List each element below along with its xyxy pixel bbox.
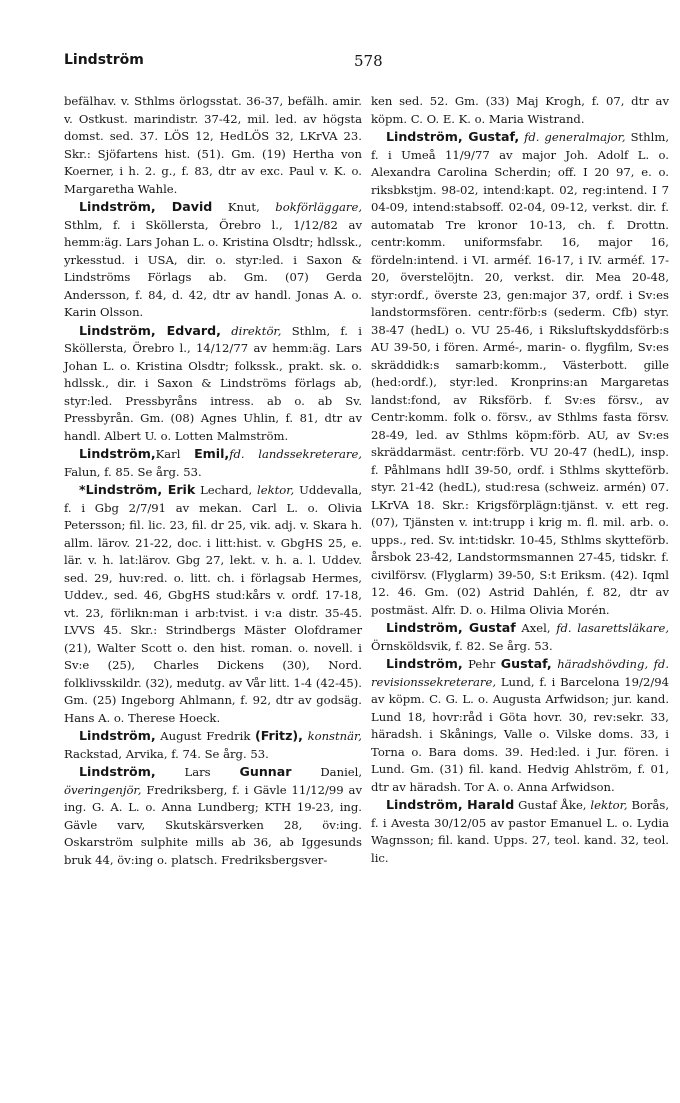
- entry-given-names: Knut,: [227, 200, 260, 214]
- entry-given-names: Gustaf Åke,: [518, 798, 587, 812]
- page-number: 578: [354, 52, 383, 70]
- entry-name: Lindström, Gustaf: [386, 620, 516, 635]
- entry: [64, 322, 362, 446]
- entry: [64, 727, 362, 763]
- entry-text: befälhav. v. Sthlms örlogsstat. 36-37, befälh. amir. v. Ostkust. marindistr. 37-42, mil. led. av högsta domst. sed. 37. LÖS 12, HedLÖS 32, LKrVA 23. Skr.: Sjöfartens hist. (51). Gm. (19) Hertha von Koerner, i h. 2. g., f. 83, dtr av exc. Paul v. K. o. Margaretha Wahle.: [64, 94, 362, 196]
- entry: [64, 445, 362, 481]
- entry-name: Lindström,: [79, 728, 156, 743]
- entry-name: Lindström, Harald: [386, 797, 515, 812]
- entry-text: ken sed. 52. Gm. (33) Maj Krogh, f. 07, dtr av köpm. C. O. E. K. o. Maria Wistrand.: [371, 94, 669, 126]
- running-head-name: Lindström: [64, 52, 144, 68]
- entry: [64, 481, 362, 727]
- entry-text: Sthlm, f. i Umeå 11/9/77 av major Joh. Adolf L. o. Alexandra Carolina Scherdin; off. I 20 97, e. o. riksbkstjm. 98-02, intend:kapt. 02, reg:intend. I 7 04-09, intend:stabsoff. 02-04, 09-12, verkst. dir. f. automatab Tre kronor 10-13, ch. f. Drottn. centr:komm. uniformsfabr. 16, major 16, fördeln:intend. i VI. arméf. 16-17, i IV. arméf. 17-20, överstelöjtn. 20, verkst. dir. Mea 20-48, styr:ordf., överste 23, gen:major 37, ordf. i Sv:es landstormsfören. centr:förb:s (sederm. Cfb) styr. 38-47 (hedL) o. VU 25-46, i Riksluftskyddsförb:s AU 39-50, i fören. Armé-, marin- o. flygfilm, Sv:es skräddidk:s samarb:komm., Västerbott. gille (hed:ordf.), styr:led. Kronprins:an Margaretas landst:fond, av Riksförb. f. Sv:es försv., av Centr:komm. folk o. försv., av Sthlms fasta försv. 28-49, led. av Sthlms köpm:förb. AU, av Sv:es skräddarmäst. centr:förb. VU 20-47 (hedL), insp. f. Påhlmans hdlI 39-50, ordf. i Sthlms skytteförb. styr. 21-42 (hedL), stud:resa (schweiz. armén) 07. LKrVA 18. Skr.: Krigsförplägn:tjänst. v. ett reg. (07), Tjänsten v. int:trupp i krig m. fl. mil. arb. o. upps., red. Sv. int:tidskr. 10-45, Sthlms skytteförb. årsbok 23-42, Landstormsmannen 27-45, tidskr. f. civilförsv. (Flyglarm) 39-50, S:t Eriksm. (42). Iqml 12. 46. Gm. (02) Astrid Dahlén, f. 82, dtr av postmäst. Alfr. D. o. Hilma Olivia Morén.: [371, 130, 670, 617]
- entry-text: Rackstad, Arvika, f. 74. Se årg. 53.: [64, 746, 269, 761]
- entry-text: Sthlm, f. i Sköllersta, Örebro l., 14/12/77 av hemm:äg. Lars Johan L. o. Kristina Olsdtr; folkssk., prakt. sk. o. hdlssk., dir. i Saxon & Lindströms förlags ab, styr:led. Pressbyråns intress. ab o. ab Sv. Pressbyrån. Gm. (08) Agnes Uhlin, f. 81, dtr av handl. Albert U. o. Lotten Malmström.: [64, 323, 362, 443]
- entry: [64, 198, 362, 322]
- entry-text: Fredriksberg, f. i Gävle 11/12/99 av ing. G. A. L. o. Anna Lundberg; KTH 19-23, ing. Gävle varv, Skutskärsverken 28, öv:ing. Oskarström sulphite mills ab 36, ab Iggesunds bruk 44, öv:ing o. platsch. Fredriksbergsver-: [64, 782, 362, 867]
- entry-name: Lindström,: [79, 446, 156, 461]
- entry-name-part: Gunnar: [239, 764, 292, 779]
- entry-name: Lindström, Gustaf,: [386, 129, 520, 144]
- left-column: [64, 93, 362, 869]
- entry-name-part: Emil,: [194, 446, 230, 461]
- entry-name: Lindström, Edvard,: [79, 322, 221, 338]
- entry-given-names: August Fredrik: [160, 729, 251, 743]
- entry: [371, 619, 669, 655]
- entry-given-names: Pehr: [468, 657, 496, 671]
- entry: [371, 796, 669, 867]
- entry-occupation: fd. generalmajor,: [524, 130, 626, 144]
- entry-name-part: (Fritz),: [254, 728, 303, 743]
- entry-given-names: Lars: [184, 765, 211, 779]
- entry: [371, 128, 669, 619]
- right-column: [371, 93, 669, 867]
- entry-occupation: konstnär,: [307, 729, 362, 743]
- entry-name: Lindström, David: [79, 199, 213, 214]
- entry-given-names: Daniel,: [320, 765, 363, 779]
- entry-name-part: Gustaf,: [500, 656, 552, 671]
- entry-given-names: Karl: [155, 447, 181, 461]
- entry-occupation: lektor,: [257, 483, 295, 497]
- entry-occupation: fd. landssekreterare,: [229, 447, 362, 461]
- entry-occupation: bokförläggare,: [275, 200, 363, 214]
- entry-name: Lindström,: [79, 764, 156, 779]
- entry-name: Lindström,: [386, 656, 463, 671]
- entry-name: *Lindström, Erik: [79, 482, 196, 497]
- entry-text: Borås, f. i Avesta 30/12/05 av pastor Emanuel L. o. Lydia Wagnsson; fil. kand. Upps. 27, teol. kand. 32, teol. lic.: [371, 798, 670, 865]
- entry-continuation: [371, 93, 669, 128]
- entry-given-names: Lechard,: [200, 483, 253, 497]
- entry-occupation: lektor,: [590, 798, 628, 812]
- entry-text: Örnsköldsvik, f. 82. Se årg. 53.: [371, 638, 553, 653]
- running-head: [64, 52, 624, 72]
- entry-occupation: fd. lasarettsläkare,: [556, 621, 670, 635]
- entry-continuation: [64, 93, 362, 198]
- entry-text: Uddevalla, f. i Gbg 2/7/91 av mekan. Carl L. o. Olivia Petersson; fil. lic. 23, fil. dr 25, vik. adj. v. Skara h. allm. lärov. 21-22, doc. i litt:hist. v. GbgHS 25, e. lär. v. h. lat:lärov. Gbg 27, lekt. v. h. a. l. Uddev. sed. 29, huv:red. o. litt. ch. i förlagsab Hermes, Uddev., sed. 46, GbgHS stud:kårs v. ordf. 17-18, vt. 23, förlikn:man i arb:tvist. i v:a distr. 35-45. LVVS 45. Skr.: Strindbergs Mäster Olofdramer (21), Walter Scott o. den hist. roman. o. novell. i Sv:e (25), Charles Dickens (30), Nord. folklivsskildr. (32), medutg. av Vår litt. 1-4 (42-45). Gm. (25) Ingeborg Ahlmann, f. 92, dtr av godsäg. Hans A. o. Therese Hoeck.: [64, 483, 363, 725]
- entry-occupation: häradshövding, fd. revisionssekreterare,: [371, 657, 670, 689]
- entry-occupation: direktör,: [231, 323, 282, 338]
- entry-text: Sthlm, f. i Sköllersta, Örebro l., 1/12/82 av hemm:äg. Lars Johan L. o. Kristina Olsdtr; hdlssk., yrkesstud. i USA, dir. o. styr:led. i Saxon & Lindströms Förlags ab. Gm. (07) Gerda Andersson, f. 84, d. 42, dtr av handl. Jonas A. o. Karin Olsson.: [64, 217, 362, 319]
- entry-text: Falun, f. 85. Se årg. 53.: [64, 464, 202, 479]
- entry-text: Lund, f. i Barcelona 19/2/94 av köpm. C. G. L. o. Augusta Arfwidson; jur. kand. Lund 18, hovr:råd i Göta hovr. 30, rev:sekr. 33, häradsh. i Skånings, Valle o. Vilske doms. 33, i Torna o. Bara doms. 39. Hed:led. i Jur. fören. i Lund. Gm. (31) fil. kand. Hedvig Ahlström, f. 01, dtr av häradsh. Tor A. o. Anna Arfwidson.: [371, 674, 670, 794]
- entry-occupation: överingenjör,: [64, 782, 142, 797]
- entry-given-names: Axel,: [521, 621, 551, 635]
- entry: [64, 763, 362, 869]
- entry: [371, 655, 669, 796]
